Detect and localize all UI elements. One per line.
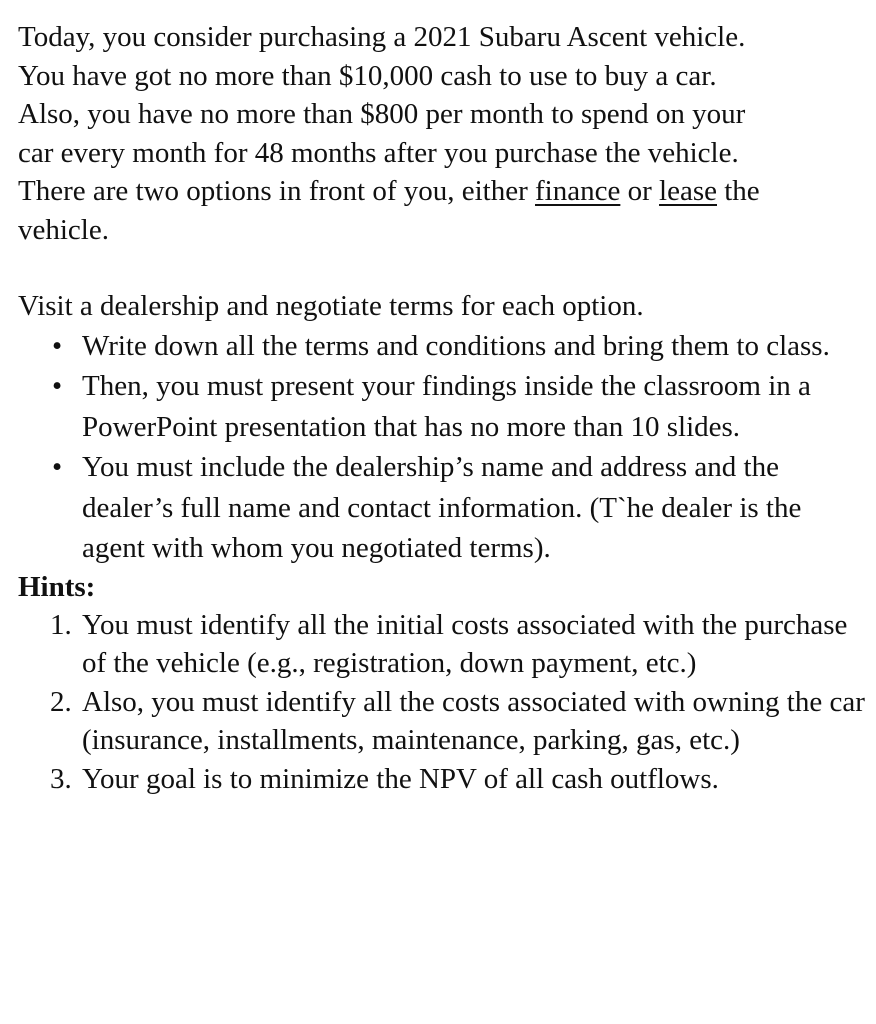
lease-option: lease xyxy=(659,175,717,207)
intro-line-4: car every month for 48 months after you purchase the vehicle. xyxy=(18,136,739,169)
bullet-icon: • xyxy=(52,370,63,402)
intro-line-6: vehicle. xyxy=(18,213,109,246)
hints-list xyxy=(18,606,868,799)
bullet-item xyxy=(18,366,868,447)
instruction-bullet-list xyxy=(18,326,868,569)
hint-number: 1. xyxy=(50,608,72,641)
bullet-icon: • xyxy=(52,451,63,483)
hint-text: You must identify all the initial costs associated with the purchase of the vehicle (e.g., registration, down payment, etc.) xyxy=(82,608,848,679)
hint-item xyxy=(18,683,868,760)
hint-item xyxy=(18,606,868,683)
hint-number: 2. xyxy=(50,685,72,718)
bullet-icon: • xyxy=(52,329,63,362)
hint-text: Your goal is to minimize the NPV of all cash outflows. xyxy=(82,762,719,795)
bullet-text: Then, you must present your findings inside the classroom in a PowerPoint presentation that has no more than 10 slides. xyxy=(82,370,811,443)
hint-text: Also, you must identify all the costs associated with owning the car (insurance, installments, maintenance, parking, gas, etc.) xyxy=(82,685,865,756)
bullet-text: You must include the dealership’s name and address and the dealer’s full name and contact information. (T`he dealer is the agent with whom you negotiated terms). xyxy=(82,451,802,564)
intro-line-5-middle: or xyxy=(620,175,660,207)
assignment-document xyxy=(18,18,868,798)
hint-number: 3. xyxy=(50,762,72,795)
intro-line-2: You have got no more than $10,000 cash to use to buy a car. xyxy=(18,59,717,92)
intro-line-5-start: There are two options in front of you, either xyxy=(18,175,536,207)
intro-line-5 xyxy=(18,172,868,211)
hints-heading: Hints: xyxy=(18,570,96,603)
paragraph-gap xyxy=(18,249,868,287)
visit-heading: Visit a dealership and negotiate terms for each option. xyxy=(18,290,644,322)
bullet-text: Write down all the terms and conditions and bring them to class. xyxy=(82,329,830,362)
intro-line-5-end: the xyxy=(717,175,760,207)
bullet-item xyxy=(18,447,868,569)
finance-option: finance xyxy=(535,175,621,207)
intro-line-1: Today, you consider purchasing a 2021 Subaru Ascent vehicle. xyxy=(18,21,746,53)
bullet-item xyxy=(18,326,868,367)
intro-line-3: Also, you have no more than $800 per month to spend on your xyxy=(18,98,746,130)
hint-item xyxy=(18,760,868,799)
